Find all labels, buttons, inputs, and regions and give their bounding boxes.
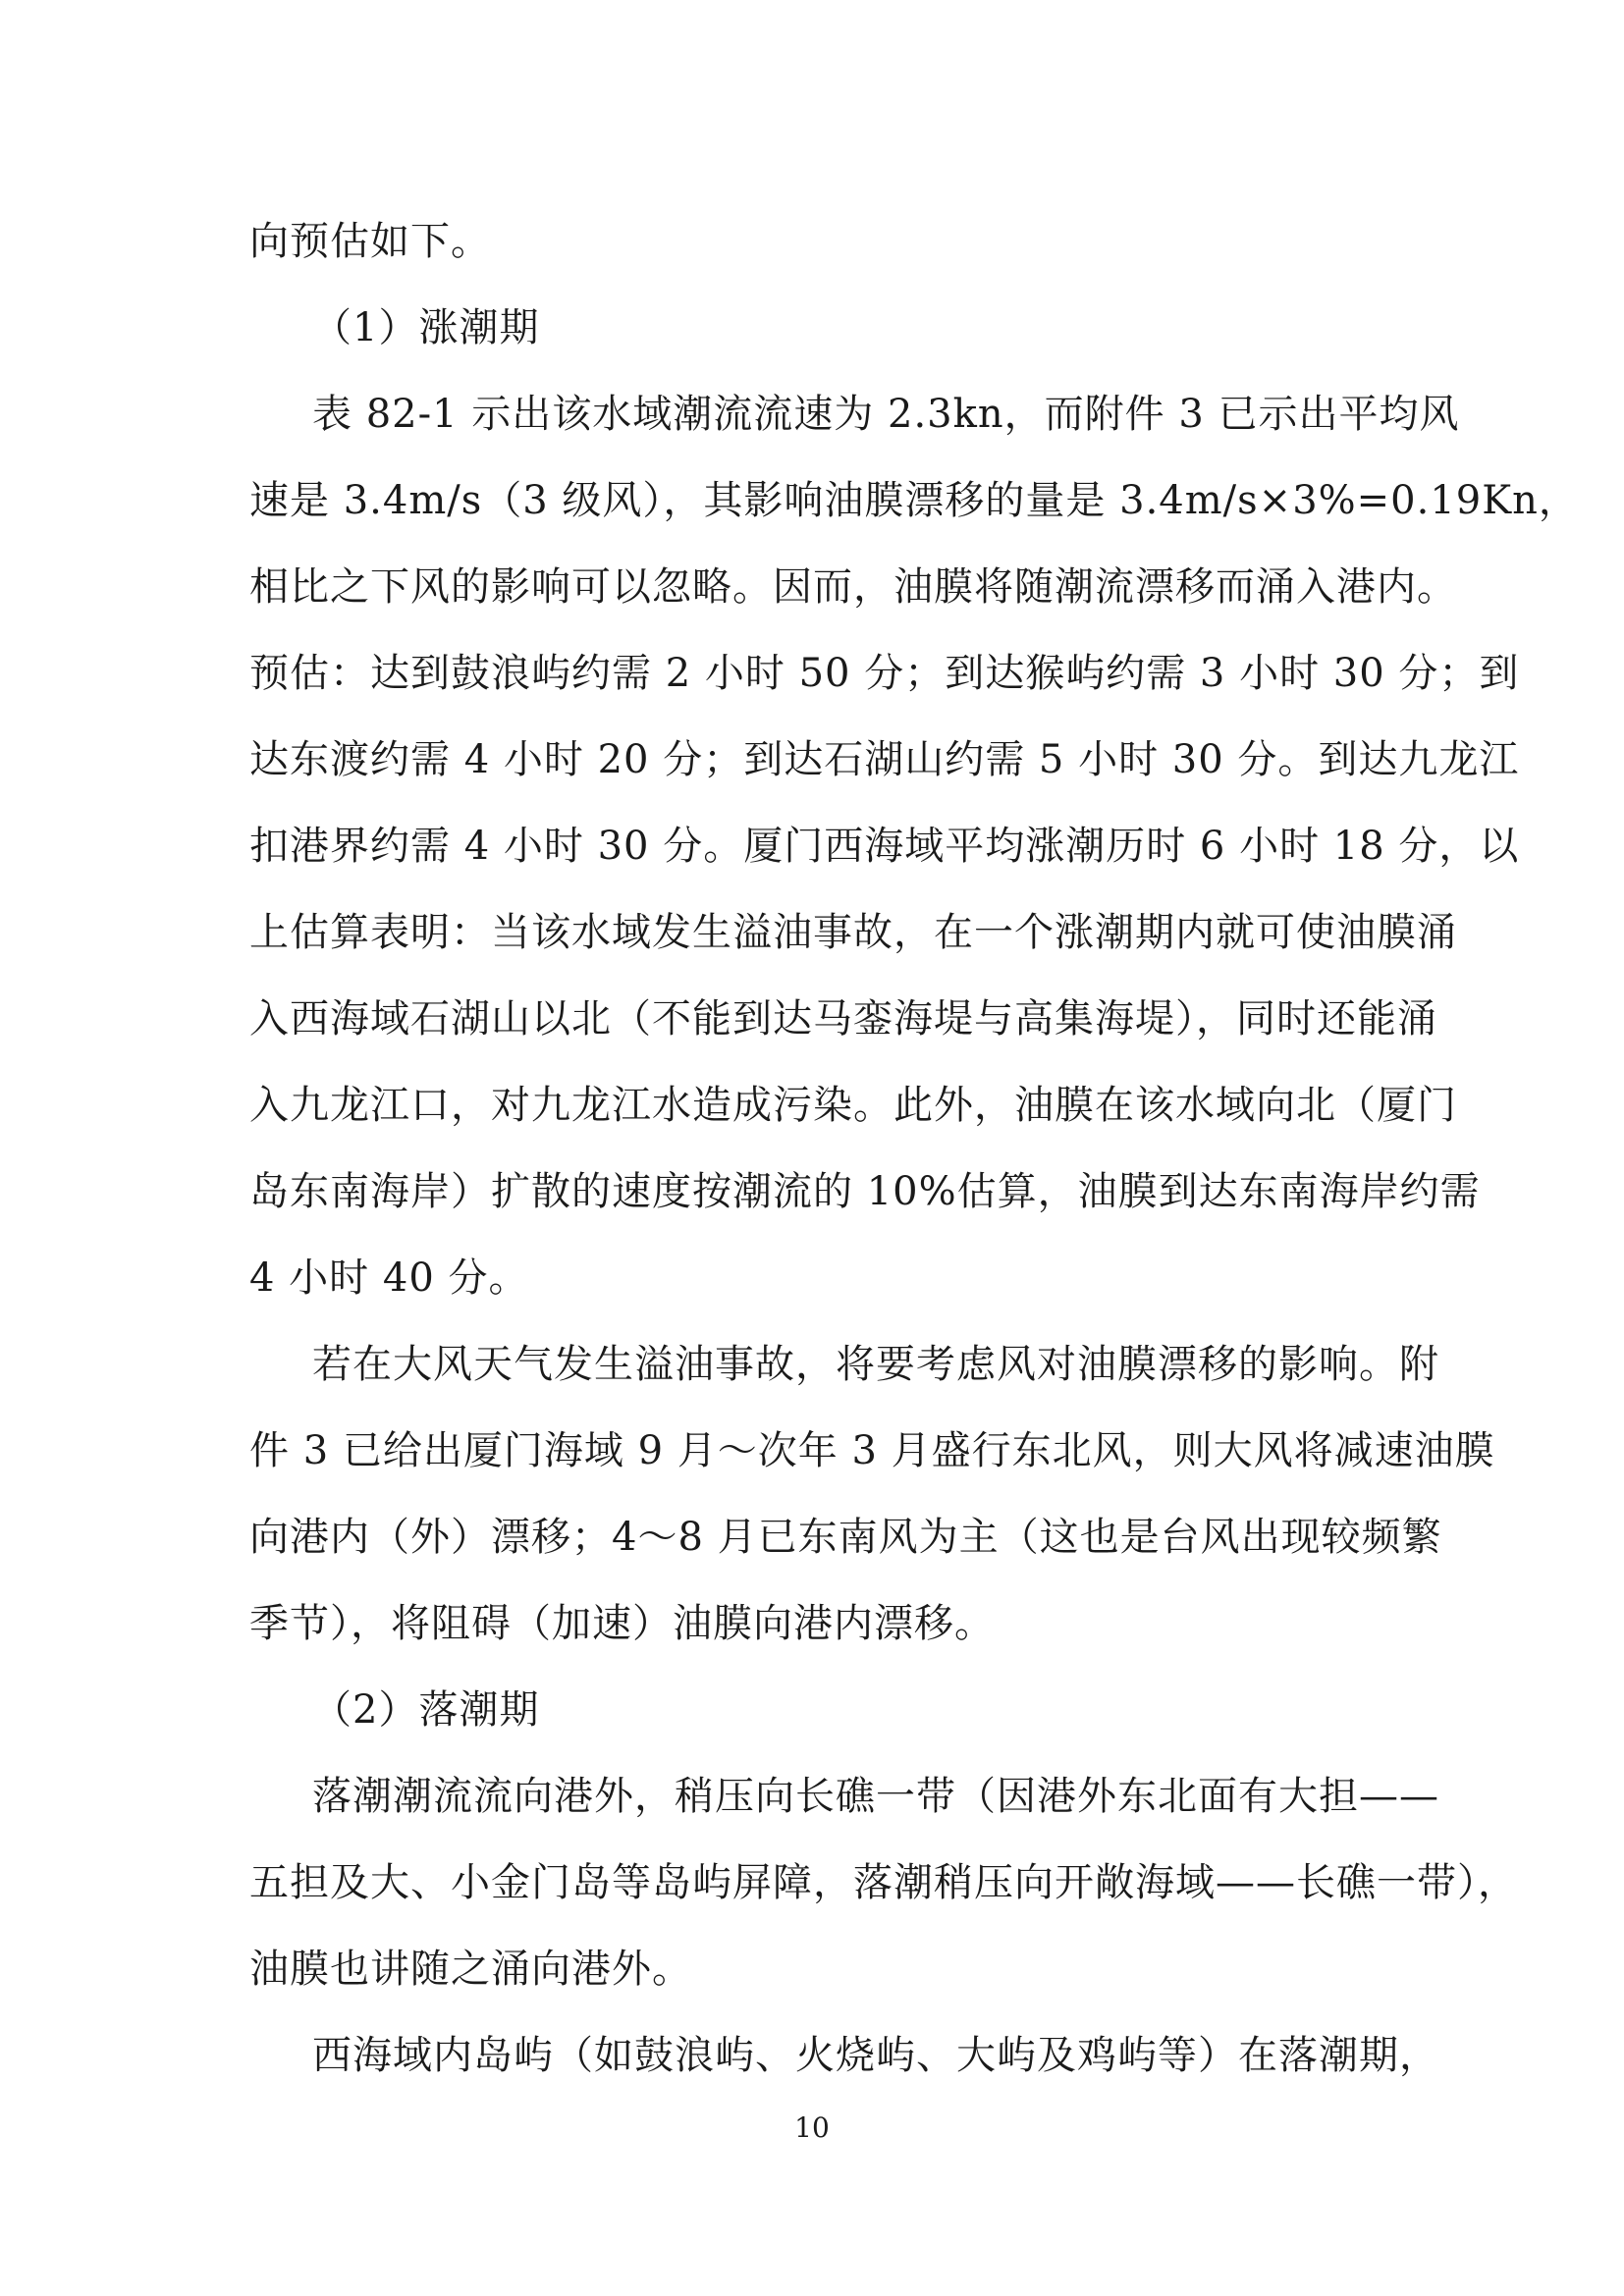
text-line: 岛东南海岸）扩散的速度按潮流的 10%估算，油膜到达东南海岸约需 [249,1169,1481,1214]
text-line: 上估算表明：当该水域发生溢油事故，在一个涨潮期内就可使油膜涌 [249,910,1457,955]
text-line: 入九龙江口，对九龙江水造成污染。此外，油膜在该水域向北（厦门 [249,1083,1457,1128]
text-line: 速是 3.4m/s（3 级风），其影响油膜漂移的量是 3.4m/s×3%=0.19Kn， [249,478,1579,523]
page-number: 10 [794,2111,830,2144]
text-line: 五担及大、小金门岛等岛屿屏障，落潮稍压向开敞海域——长礁一带）， [249,1860,1518,1905]
text-line: 落潮潮流流向港外，稍压向长礁一带（因港外东北面有大担—— [312,1774,1439,1819]
text-line: 油膜也讲随之涌向港外。 [249,1947,692,1992]
text-line: 相比之下风的影响可以忽略。因而，油膜将随潮流漂移而涌入港内。 [249,564,1457,610]
text-line: 4 小时 40 分。 [249,1255,529,1301]
text-line: 向港内（外）漂移；4～8 月已东南风为主（这也是台风出现较频繁 [249,1515,1442,1560]
section-heading-flood-tide: （1）涨潮期 [312,305,540,350]
text-line: 若在大风天气发生溢油事故，将要考虑风对油膜漂移的影响。附 [312,1342,1439,1387]
text-line: 表 82-1 示出该水域潮流流速为 2.3kn，而附件 3 已示出平均风 [312,392,1460,437]
text-line: 入西海域石湖山以北（不能到达马銮海堤与高集海堤），同时还能涌 [249,996,1437,1041]
text-line: 向预估如下。 [249,219,491,264]
text-line: 件 3 已给出厦门海域 9 月～次年 3 月盛行东北风，则大风将减速油膜 [249,1428,1495,1473]
text-line: 扣港界约需 4 小时 30 分。厦门西海域平均涨潮历时 6 小时 18 分，以 [249,824,1520,869]
section-heading-ebb-tide: （2）落潮期 [312,1687,540,1733]
text-line: 达东渡约需 4 小时 20 分；到达石湖山约需 5 小时 30 分。到达九龙江 [249,737,1520,782]
text-line: 季节），将阻碍（加速）油膜向港内漂移。 [249,1601,995,1646]
text-line: 西海域内岛屿（如鼓浪屿、火烧屿、大屿及鸡屿等）在落潮期， [312,2033,1439,2078]
text-line: 预估：达到鼓浪屿约需 2 小时 50 分；到达猴屿约需 3 小时 30 分；到 [249,651,1520,696]
